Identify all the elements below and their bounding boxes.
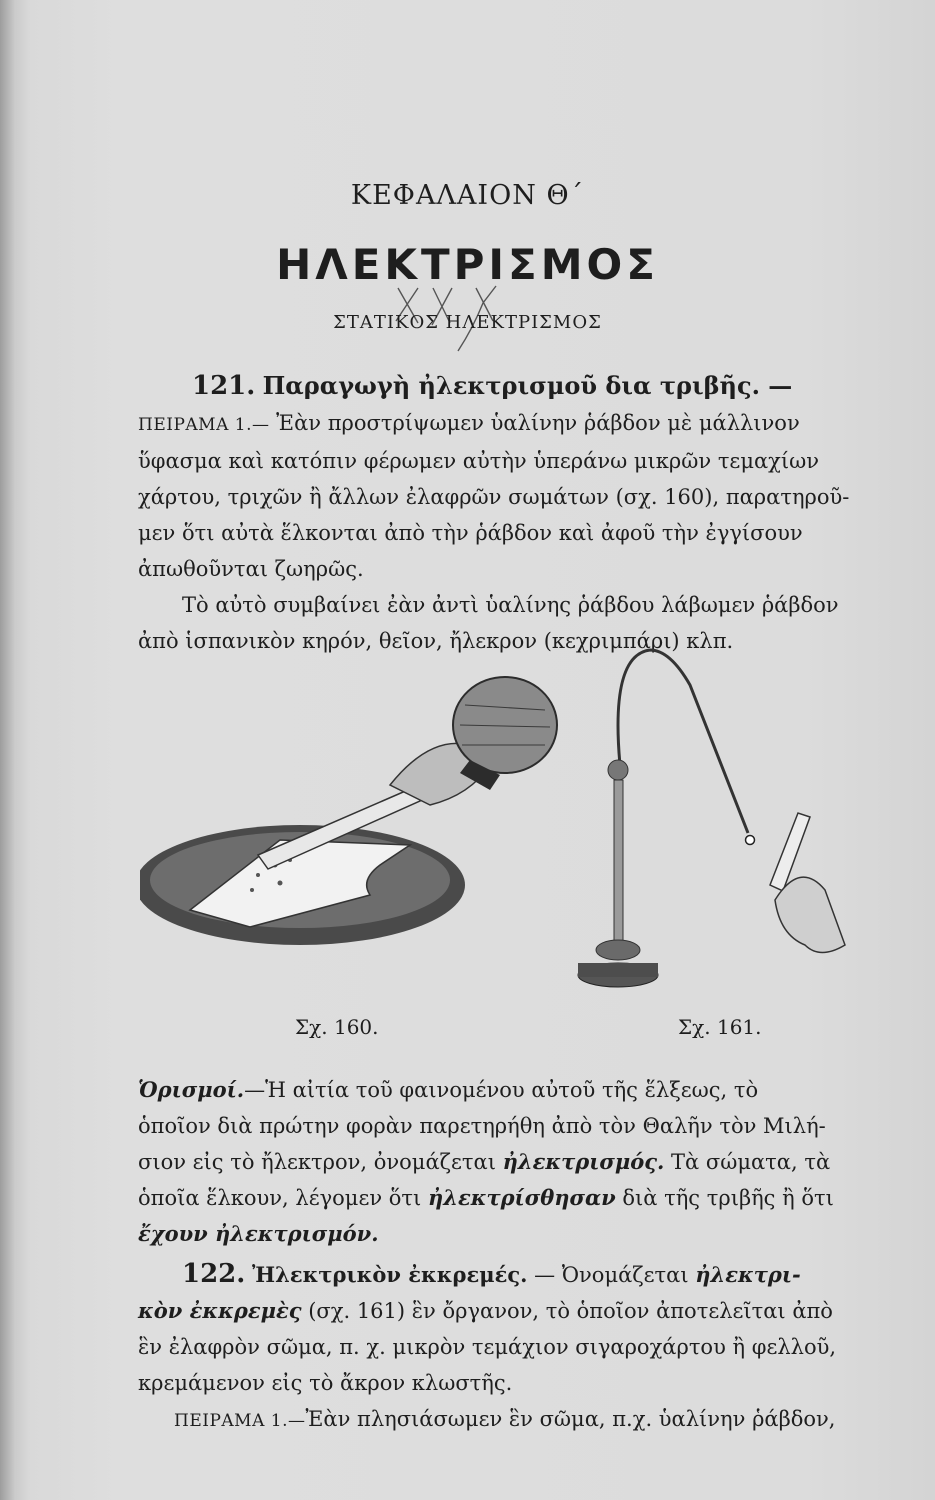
section-number: 122. (182, 1259, 246, 1289)
chapter-heading: ΚΕΦΑΛΑΙΟΝ Θ΄ (350, 180, 585, 211)
term-span: ἠλεκτρι- (695, 1262, 801, 1287)
figure-160-caption: Σχ. 160. (295, 1015, 379, 1039)
text-line (138, 1401, 878, 1439)
text-span: — Ὀνομάζεται (534, 1263, 689, 1287)
term-electrified: ἠλεκτρίσθησαν (427, 1185, 616, 1210)
text-span: Ἐὰν πλησιάσωμεν ἓν σῶμα, π.χ. ὑαλίνην ῥάβδον, (305, 1407, 836, 1431)
text-line (138, 405, 878, 443)
page-title: ΗΛΕΚΤΡΙΣΜΟΣ (276, 240, 659, 289)
text-line: ἀπωθοῦνται ζωηρῶς. (138, 557, 364, 581)
pendulum-arm-and-thread (618, 650, 748, 833)
text-line: κρεμάμενον εἰς τὸ ἄκρον κλωστῆς. (138, 1371, 513, 1395)
text-span: Τὰ σώματα, τὰ (671, 1150, 831, 1174)
text-span: (σχ. 161) ἓν ὄργανον, τὸ ὁποῖον ἀποτελεῖται ἀπὸ (308, 1299, 833, 1323)
term-electricity: ἠλεκτρισμός. (502, 1149, 665, 1174)
figure-160-illustration (140, 665, 580, 965)
text-line: ἀπὸ ἱσπανικὸν κηρόν, θεῖον, ἤλεκρον (κεχριμπάρι) κλπ. (138, 629, 734, 653)
section-121-heading-line (138, 368, 878, 405)
text-line: ἓν ἐλαφρὸν σῶμα, π. χ. μικρὸν τεμάχιον σιγαροχάρτου ἢ φελλοῦ, (138, 1335, 837, 1359)
section-heading: Παραγωγὴ ἠλεκτρισμοῦ δια τριβῆς. — (262, 371, 793, 400)
experiment-label: ΠΕΙΡΑΜΑ 1.— (138, 415, 270, 435)
text-line: ὕφασμα καὶ κατόπιν φέρωμεν αὐτὴν ὑπεράνω μικρῶν τεμαχίων (138, 449, 819, 473)
subtitle: ΣΤΑΤΙΚΟΣ ΗΛΕΚΤΡΙΣΜΟΣ (333, 312, 602, 333)
text-line (138, 1180, 878, 1216)
experiment-label: ΠΕΙΡΑΜΑ 1.— (174, 1411, 306, 1431)
text-span: ὁποῖα ἕλκουν, λέγομεν ὅτι (138, 1186, 422, 1210)
stand-base-body (578, 963, 658, 977)
definitions-label: Ὁρισμοί. (138, 1077, 245, 1102)
pith-ball (746, 836, 755, 845)
text-line: μεν ὅτι αὐτὰ ἕλκονται ἀπὸ τὴν ῥάβδον καὶ ἀφοῦ τὴν ἐγγίσουν (138, 521, 803, 545)
text-line: ἔχουν ἠλεκτρισμόν. (138, 1221, 379, 1246)
book-spine-shadow (0, 0, 14, 1500)
section-number: 121. (192, 371, 256, 401)
figure-161-illustration (570, 645, 870, 1015)
text-line (138, 1072, 878, 1108)
text-span: σιον εἰς τὸ ἤλεκτρον, ὀνομάζεται (138, 1150, 496, 1174)
text-span: —Ἡ αἰτία τοῦ φαινομένου αὐτοῦ τῆς ἕλξεως, τὸ (244, 1078, 759, 1102)
stand-knob (608, 760, 628, 780)
definitions-paragraph (138, 1072, 878, 1252)
text-line: χάρτου, τριχῶν ἢ ἄλλων ἐλαφρῶν σωμάτων (σχ. 160), παρατηροῦ- (138, 485, 850, 509)
stand-collar (596, 940, 640, 960)
section-heading: Ἠλεκτρικὸν ἐκκρεμές. (252, 1262, 528, 1287)
section-122 (138, 1256, 878, 1439)
hand (775, 877, 845, 952)
term-span: κὸν ἐκκρεμὲς (138, 1298, 302, 1323)
text-line (138, 1293, 878, 1329)
text-line (138, 1144, 878, 1180)
text-line: ὁποῖον διὰ πρώτην φορὰν παρετηρήθη ἀπὸ τὸν Θαλῆν τὸν Μιλή- (138, 1114, 826, 1138)
text-span: διὰ τῆς τριβῆς ἢ ὅτι (622, 1186, 834, 1210)
stand-rod (614, 780, 623, 945)
text-span: Ἐὰν προστρίψωμεν ὑαλίνην ῥάβδον μὲ μάλλινον (276, 411, 800, 435)
text-line: Τὸ αὐτὸ συμβαίνει ἐὰν ἀντὶ ὑαλίνης ῥάβδου λάβωμεν ῥάβδον (182, 593, 839, 617)
section-121 (138, 368, 878, 659)
text-line (138, 1256, 878, 1293)
figure-161-caption: Σχ. 161. (678, 1015, 762, 1039)
